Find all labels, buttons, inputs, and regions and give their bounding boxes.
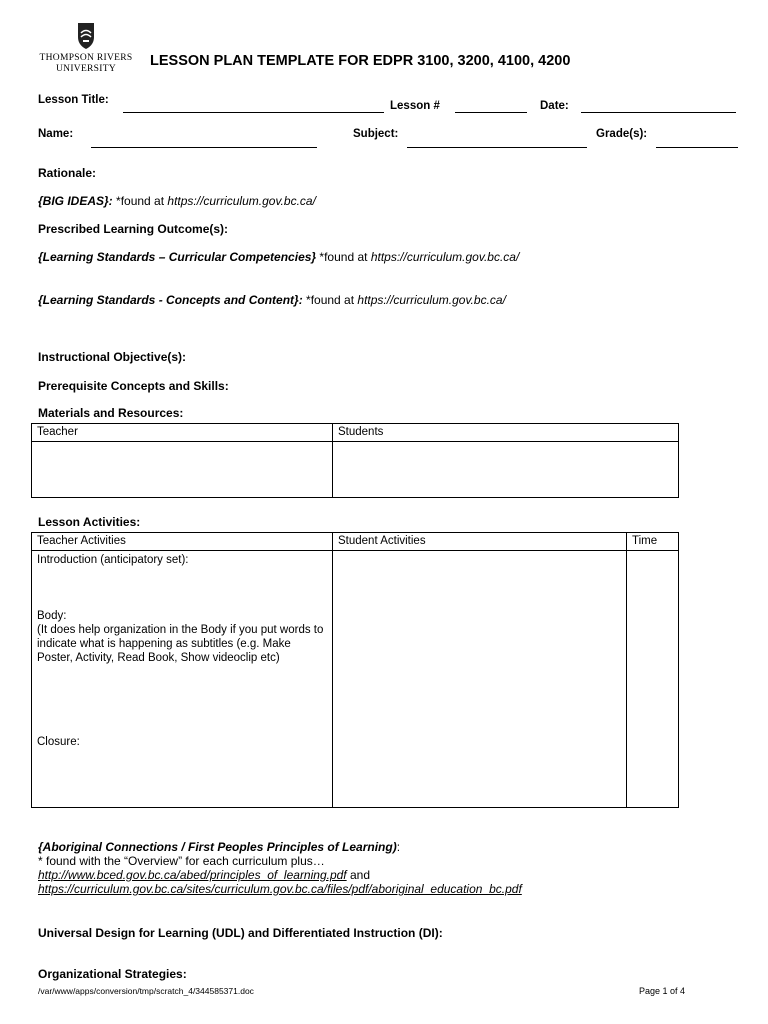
plo-heading: Prescribed Learning Outcome(s):	[38, 222, 229, 236]
big-ideas-label: {BIG IDEAS}:	[38, 194, 113, 208]
footer-page: Page 1 of 4	[639, 986, 686, 996]
materials-heading: Materials and Resources:	[38, 406, 184, 420]
name-label: Name:	[38, 128, 74, 140]
intro-label: Introduction (anticipatory set):	[37, 554, 189, 566]
competencies-label: {Learning Standards – Curricular Competencies}	[38, 250, 317, 264]
udl-heading: Universal Design for Learning (UDL) and Differentiated Instruction (DI):	[38, 926, 443, 940]
date-field[interactable]	[581, 112, 736, 113]
body-note: (It does help organization in the Body if you put words to indicate what is happening as subtitles (e.g. Make Poster, Activity, Read Book, Show videoclip etc)	[37, 624, 324, 664]
page-title: LESSON PLAN TEMPLATE FOR EDPR 3100, 3200, 4100, 4200	[150, 53, 571, 69]
date-label: Date:	[540, 100, 569, 112]
grades-label: Grade(s):	[596, 128, 648, 140]
org-strategies-heading: Organizational Strategies:	[38, 967, 187, 981]
activities-col-student: Student Activities	[333, 533, 627, 551]
grades-field[interactable]	[656, 147, 738, 148]
aboriginal-heading: {Aboriginal Connections / First Peoples Principles of Learning)	[38, 840, 397, 854]
concepts-line	[38, 293, 506, 307]
subject-field[interactable]	[407, 147, 587, 148]
activities-col-teacher: Teacher Activities	[32, 533, 333, 551]
name-field[interactable]	[91, 147, 317, 148]
activities-col-time: Time	[627, 533, 679, 551]
competencies-line	[38, 250, 519, 264]
big-ideas-url[interactable]: https://curriculum.gov.bc.ca/	[167, 194, 316, 208]
closure-label: Closure:	[37, 736, 80, 748]
university-logo	[38, 22, 134, 75]
instructional-objectives-heading: Instructional Objective(s):	[38, 350, 187, 364]
materials-teacher-cell[interactable]	[32, 442, 333, 498]
materials-students-cell[interactable]	[333, 442, 679, 498]
materials-col-students: Students	[333, 424, 679, 442]
logo-line-2: UNIVERSITY	[56, 64, 116, 74]
aboriginal-heading-line	[38, 840, 522, 854]
lesson-title-label: Lesson Title:	[38, 94, 109, 106]
lesson-number-label: Lesson #	[390, 100, 440, 112]
big-ideas-found: *found at	[112, 194, 168, 208]
shield-icon	[77, 22, 95, 50]
concepts-found: *found at	[302, 293, 358, 307]
body-label: Body:	[37, 610, 67, 622]
materials-table	[31, 423, 679, 498]
concepts-url[interactable]: https://curriculum.gov.bc.ca/	[357, 293, 506, 307]
competencies-found: *found at	[316, 250, 371, 264]
prerequisite-heading: Prerequisite Concepts and Skills:	[38, 379, 229, 393]
lesson-number-field[interactable]	[455, 112, 527, 113]
aboriginal-education-link[interactable]: https://curriculum.gov.bc.ca/sites/curriculum.gov.bc.ca/files/pdf/aboriginal_education_bc.pdf	[38, 882, 522, 896]
rationale-heading: Rationale:	[38, 166, 97, 180]
aboriginal-colon: :	[396, 840, 401, 854]
aboriginal-link1-line	[38, 868, 522, 882]
competencies-url[interactable]: https://curriculum.gov.bc.ca/	[370, 250, 520, 264]
principles-link[interactable]: http://www.bced.gov.bc.ca/abed/principles_of_learning.pdf	[38, 868, 347, 882]
activities-table	[31, 532, 679, 808]
lesson-activities-heading: Lesson Activities:	[38, 515, 141, 529]
teacher-activities-cell[interactable]	[32, 551, 333, 808]
logo-line-1: THOMPSON RIVERS	[39, 53, 133, 63]
big-ideas-line	[38, 194, 316, 208]
aboriginal-and: and	[346, 868, 370, 882]
subject-label: Subject:	[353, 128, 399, 140]
lesson-title-field[interactable]	[123, 112, 384, 113]
aboriginal-section	[38, 840, 522, 896]
student-activities-cell[interactable]	[333, 551, 627, 808]
materials-col-teacher: Teacher	[32, 424, 333, 442]
footer-path: /var/www/apps/conversion/tmp/scratch_4/344585371.doc	[38, 986, 254, 996]
concepts-label: {Learning Standards - Concepts and Content}:	[38, 293, 303, 307]
time-cell[interactable]	[627, 551, 679, 808]
aboriginal-note: * found with the “Overview” for each curriculum plus…	[38, 854, 325, 868]
